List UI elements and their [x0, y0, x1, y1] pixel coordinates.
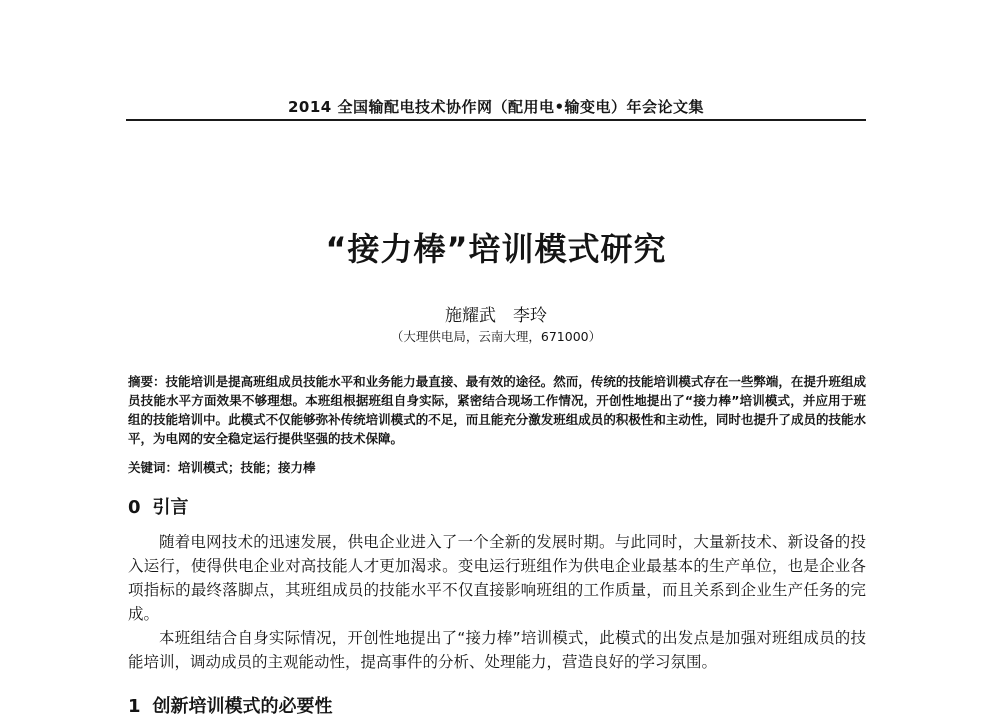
keywords [128, 458, 866, 477]
section-number: 0 [128, 497, 141, 518]
keywords-text: 培训模式；技能；接力棒 [178, 460, 316, 475]
body-text [128, 530, 866, 674]
abstract-label: 摘要： [128, 374, 166, 389]
paragraph: 本班组结合自身实际情况，开创性地提出了“接力棒”培训模式，此模式的出发点是加强对班组成员的技能培训，调动成员的主观能动性，提高事件的分析、处理能力，营造良好的学习氛围。 [128, 629, 866, 671]
affiliation: （大理供电局，云南大理，671000） [390, 329, 602, 344]
section-title: 创新培训模式的必要性 [152, 696, 333, 717]
section-heading-necessity [128, 692, 866, 718]
section-title: 引言 [152, 497, 189, 518]
paper-title: “接力棒”培训模式研究 [325, 230, 667, 268]
authors: 施耀武 李玲 [445, 306, 547, 326]
header-rule [126, 119, 866, 121]
section-heading-introduction [128, 493, 866, 519]
abstract [128, 372, 866, 448]
keywords-label: 关键词： [128, 460, 179, 475]
paragraph: 随着电网技术的迅速发展，供电企业进入了一个全新的发展时期。与此同时，大量新技术、新设备的投入运行，使得供电企业对高技能人才更加渴求。变电运行班组作为供电企业最基本的生产单位，也是企业各项指标的最终落脚点，其班组成员的技能水平不仅直接影响班组的工作质量，而且关系到企业生产任务的完成。 [128, 533, 866, 623]
abstract-text: 技能培训是提高班组成员技能水平和业务能力最直接、最有效的途径。然而，传统的技能培训模式存在一些弊端，在提升班组成员技能水平方面效果不够理想。本班组根据班组自身实际，紧密结合现场工作情况，开创性地提出了“接力棒”培训模式，并应用于班组的技能培训中。此模式不仅能够弥补传统培训模式的不足，而且能充分激发班组成员的积极性和主动性，同时也提升了成员的技能水平，为电网的安全稳定运行提供坚强的技术保障。 [128, 374, 866, 446]
section-number: 1 [128, 696, 141, 717]
running-header: 2014 全国输配电技术协作网（配用电•输变电）年会论文集 [287, 98, 705, 116]
